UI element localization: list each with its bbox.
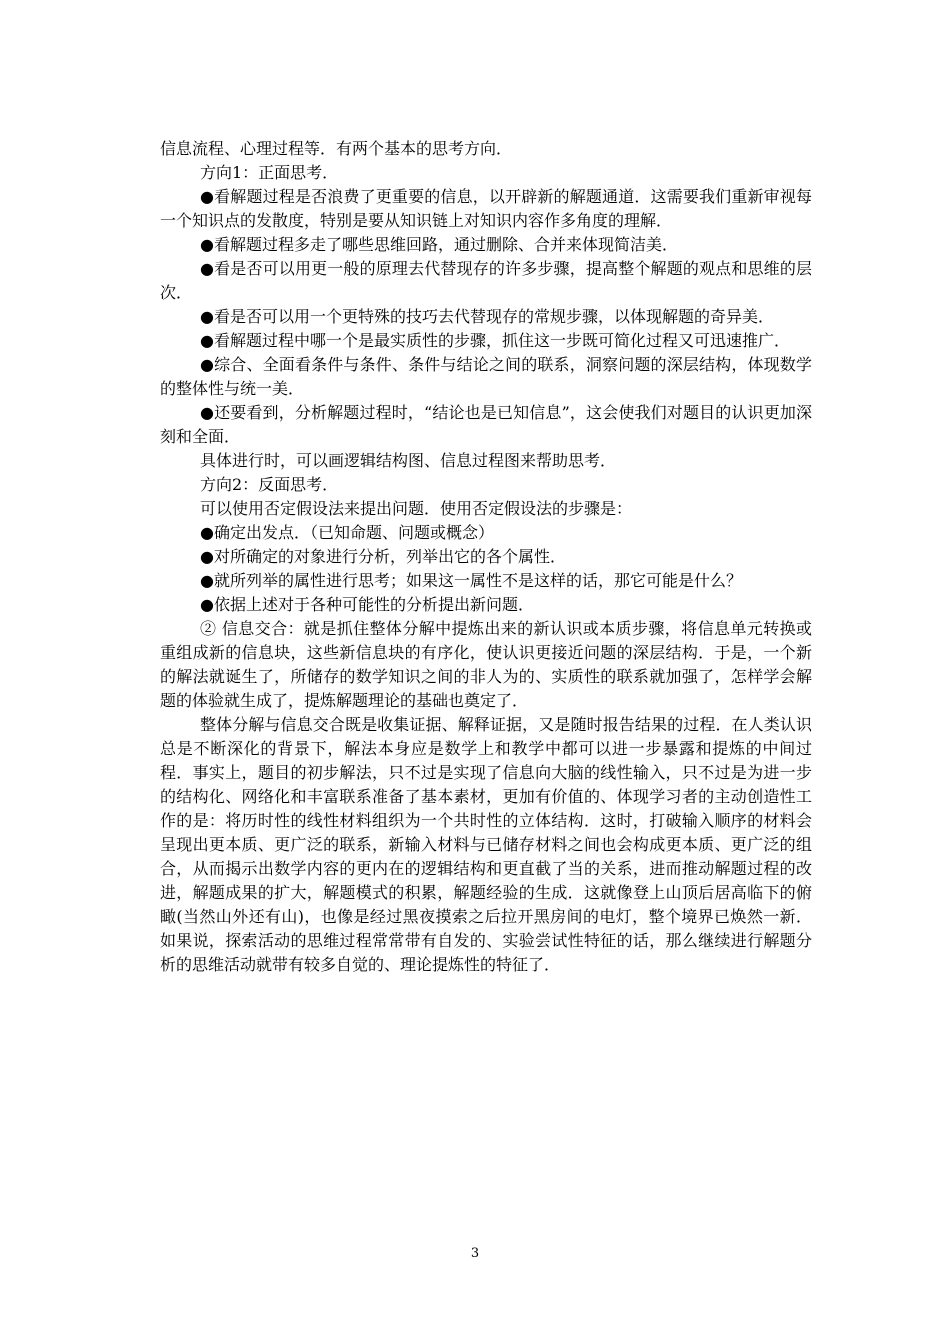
paragraph: ●看解题过程是否浪费了更重要的信息，以开辟新的解题通道．这需要我们重新审视每一个知识点的发散度，特别是要从知识链上对知识内容作多角度的理解． (160, 187, 812, 230)
body-text (160, 137, 812, 977)
paragraph: 可以使用否定假设法来提出问题．使用否定假设法的步骤是： (200, 499, 633, 518)
paragraph: 整体分解与信息交合既是收集证据、解释证据，又是随时报告结果的过程．在人类认识总是不断深化的背景下，解法本身应是数学上和教学中都可以进一步暴露和提炼的中间过程．事实上，题目的初步解法，只不过是实现了信息向大脑的线性输入，只不过是为进一步的结构化、网络化和丰富联系准备了基本素材，更加有价值的、体现学习者的主动创造性工作的是：将历时性的线性材料组织为一个共时性的立体结构．这时，打破输入顺序的材料会呈现出更本质、更广泛的联系，新输入材料与已储存材料之间也会构成更本质、更广泛的组合，从而揭示出数学内容的更内在的逻辑结构和更直截了当的关系，进而推动解题过程的改进，解题成果的扩大，解题模式的积累，解题经验的生成．这就像登上山顶后居高临下的俯瞰(当然山外还有山)，也像是经过黑夜摸索之后拉开黑房间的电灯，整个境界已焕然一新．如果说，探索活动的思维过程常常带有自发的、实验尝试性特征的话，那么继续进行解题分析的思维活动就带有较多自觉的、理论提炼性的特征了． (160, 715, 812, 974)
paragraph: ●就所列举的属性进行思考；如果这一属性不是这样的话，那它可能是什么？ (200, 571, 742, 590)
paragraph: 方向2：反面思考． (200, 475, 339, 494)
paragraph: ② 信息交合：就是抓住整体分解中提炼出来的新认识或本质步骤，将信息单元转换或重组成新的信息块，这些新信息块的有序化，使认识更接近问题的深层结构．于是，一个新的解法就诞生了，所储存的数学知识之间的非人为的、实质性的联系就加强了，怎样学会解题的体验就生成了，提炼解题理论的基础也奠定了． (160, 619, 812, 710)
paragraph: 具体进行时，可以画逻辑结构图、信息过程图来帮助思考． (200, 451, 617, 470)
paragraph: ●看解题过程中哪一个是最实质性的步骤，抓住这一步既可简化过程又可迅速推广． (200, 331, 790, 350)
paragraph: ●综合、全面看条件与条件、条件与结论之间的联系，洞察问题的深层结构，体现数学的整体性与统一美． (160, 355, 812, 398)
paragraph: ●看是否可以用一个更特殊的技巧去代替现存的常规步骤，以体现解题的奇异美． (200, 307, 774, 326)
paragraph: 方向1：正面思考． (200, 163, 339, 182)
paragraph: ●看解题过程多走了哪些思维回路，通过删除、合并来体现简洁美． (200, 235, 678, 254)
paragraph: ●依据上述对于各种可能性的分析提出新问题． (200, 595, 534, 614)
paragraph: ●看是否可以用更一般的原理去代替现存的许多步骤，提高整个解题的观点和思维的层次． (160, 259, 812, 302)
paragraph: ●确定出发点．（已知命题、问题或概念） (200, 523, 494, 542)
paragraph: 信息流程、心理过程等．有两个基本的思考方向． (160, 139, 513, 158)
page-number: 3 (470, 1246, 480, 1261)
paragraph: ●对所确定的对象进行分析，列举出它的各个属性． (200, 547, 566, 566)
paragraph: ●还要看到，分析解题过程时，“结论也是已知信息”，这会使我们对题目的认识更加深刻和全面． (160, 403, 812, 446)
